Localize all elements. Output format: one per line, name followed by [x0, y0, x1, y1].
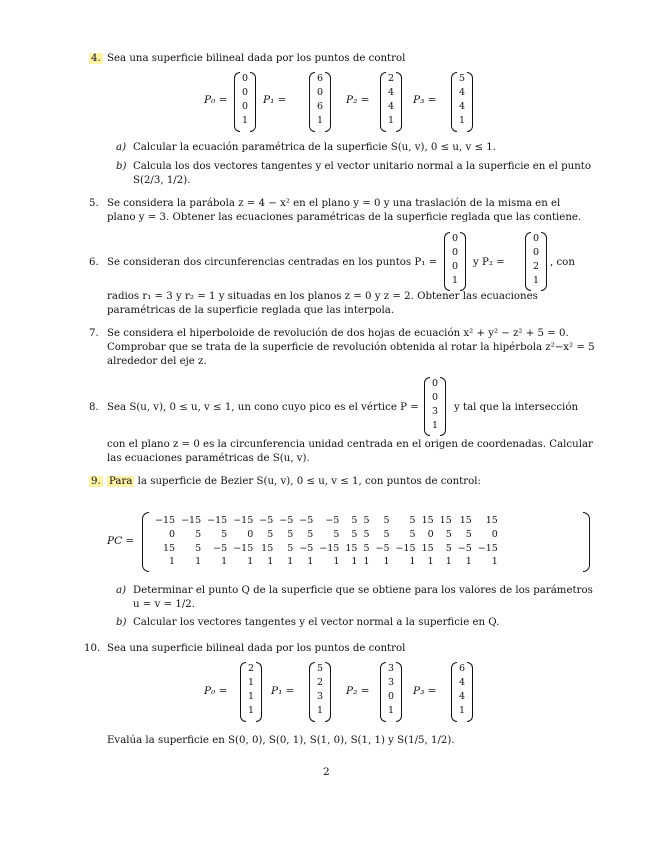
control-points-table	[152, 514, 501, 569]
matrix-cell: 1	[351, 556, 358, 568]
matrix-cell: 1	[333, 556, 340, 568]
matrix-row	[152, 555, 501, 569]
exercise-5-number: 5.	[89, 198, 99, 209]
ex4-vector-p0: 0 0 0 1	[234, 72, 256, 132]
ex4-item-b-point: S(2/3, 1/2).	[133, 175, 191, 186]
matrix-cell: 5	[195, 528, 202, 540]
exercise-8-line-2: con el plano z = 0 es la circunferencia unidad centrada en el origen de coordenadas. Calcular	[107, 439, 593, 450]
exercise-6-line-3: paramétricas de la superficie reglada que las interpola.	[107, 305, 395, 316]
exercise-8-line-1: Sea S(u, v), 0 ≤ u, v ≤ 1, un cono cuyo pico es el vértice P =	[107, 402, 419, 413]
matrix-cell: 15	[459, 515, 472, 526]
exercise-10-eval: Evalúa la superficie en S(0, 0), S(0, 1), S(1, 0), S(1, 1) y S(1/5, 1/2).	[107, 735, 455, 746]
matrix-cell: 5	[383, 515, 390, 526]
matrix-cell: 5	[363, 542, 370, 554]
exercise-6-tail: , con	[550, 257, 575, 268]
matrix-cell: 1	[363, 556, 370, 568]
ex10-vector-p1: 5 2 3 1	[309, 662, 331, 722]
matrix-cell: 1	[383, 556, 390, 568]
ex10-label-p0: P₀ =	[204, 685, 228, 697]
matrix-cell: 15	[485, 515, 498, 526]
ex4-item-b-label: b)	[116, 161, 127, 172]
ex9-item-a-params: u = v = 1/2.	[133, 599, 195, 610]
matrix-cell: −5	[279, 515, 294, 526]
matrix-cell: 5	[333, 528, 340, 540]
page-number: 2	[323, 766, 330, 778]
matrix-row	[152, 514, 501, 528]
matrix-cell: −5	[457, 542, 472, 554]
matrix-cell: −15	[477, 542, 498, 554]
ex4-vector-p2: 2 4 4 1	[380, 72, 402, 132]
ex4-vector-p1: 6 0 6 1	[309, 72, 331, 132]
matrix-cell: 5	[409, 515, 416, 526]
exercise-7-line-2: Comprobar que se trata de la superficie de revolución obtenida al rotar la hipérbola z²−x² = 5	[107, 342, 595, 353]
matrix-cell: 0	[169, 528, 176, 540]
matrix-cell: −5	[259, 515, 274, 526]
matrix-cell: 1	[427, 556, 434, 568]
matrix-cell: 5	[363, 528, 370, 540]
ex4-label-p3: P₃ =	[413, 94, 437, 106]
exercise-6-number: 6.	[89, 257, 99, 268]
matrix-cell: −15	[319, 542, 340, 554]
ex10-label-p1: P₁ =	[271, 685, 295, 697]
matrix-cell: 5	[287, 542, 294, 554]
matrix-cell: 5	[445, 542, 452, 554]
control-points-matrix	[142, 512, 590, 572]
exercise-8-number: 8.	[89, 402, 99, 413]
ex6-vector-p1: 0 0 0 1	[444, 232, 466, 291]
matrix-cell: 1	[491, 556, 498, 568]
exercise-8-tail: y tal que la intersección	[454, 402, 579, 413]
matrix-cell: 1	[287, 556, 294, 568]
matrix-cell: 0	[247, 528, 254, 540]
ex4-item-a-label: a)	[116, 142, 127, 153]
matrix-cell: 5	[267, 528, 274, 540]
matrix-cell: 15	[345, 542, 358, 554]
matrix-cell: 15	[261, 542, 274, 554]
ex10-vector-p0: 2 1 1 1	[240, 662, 262, 722]
exercise-10-number: 10.	[84, 643, 101, 654]
ex8-vector-p: 0 0 3 1	[424, 377, 446, 436]
exercise-9-number: 9.	[91, 476, 101, 487]
matrix-cell: 1	[195, 556, 202, 568]
matrix-cell: 15	[421, 515, 434, 526]
matrix-cell: −15	[181, 515, 202, 526]
exercise-6-mid: y P₂ =	[473, 257, 505, 268]
matrix-cell: −15	[155, 515, 176, 526]
matrix-cell: 0	[427, 528, 434, 540]
ex9-item-a-label: a)	[116, 585, 127, 596]
matrix-cell: 5	[287, 528, 294, 540]
ex9-matrix-label: PC =	[107, 535, 135, 547]
matrix-cell: 1	[221, 556, 228, 568]
ex9-item-b-label: b)	[116, 617, 127, 628]
ex4-label-p2: P₂ =	[346, 94, 370, 106]
ex9-item-a-text: Determinar el punto Q de la superficie que se obtiene para los valores de los parámetros	[133, 585, 593, 596]
matrix-cell: 15	[162, 542, 176, 554]
matrix-cell: −15	[233, 542, 254, 554]
ex4-label-p0: P₀ =	[204, 94, 228, 106]
exercise-8-line-3: las ecuaciones paramétricas de S(u, v).	[107, 453, 310, 464]
exercise-9-highlight: Para	[109, 476, 133, 487]
matrix-cell: 1	[465, 556, 472, 568]
ex10-label-p2: P₂ =	[346, 685, 370, 697]
ex4-item-a-text: Calcular la ecuación paramétrica de la superficie S(u, v), 0 ≤ u, v ≤ 1.	[133, 142, 496, 153]
exercise-6-line-2: radios r₁ = 3 y r₂ = 1 y situadas en los planos z = 0 y z = 2. Obtener las ecuaciones	[107, 291, 538, 302]
matrix-cell: −5	[299, 542, 314, 554]
ex10-vector-p2: 3 3 0 1	[380, 662, 402, 722]
exercise-6-line-1: Se consideran dos circunferencias centradas en los puntos P₁ =	[107, 257, 438, 268]
matrix-cell: −5	[299, 515, 314, 526]
exercise-4-text: Sea una superficie bilineal dada por los puntos de control	[107, 53, 406, 64]
matrix-cell: 5	[465, 528, 472, 540]
matrix-cell: 5	[409, 528, 416, 540]
matrix-cell: 15	[439, 515, 452, 526]
matrix-cell: −15	[395, 542, 416, 554]
matrix-cell: 1	[247, 556, 254, 568]
matrix-cell: 5	[195, 542, 202, 554]
matrix-cell: 5	[351, 528, 358, 540]
ex6-vector-p2: 0 0 2 1	[525, 232, 547, 291]
matrix-row	[152, 542, 501, 556]
exercise-4-number: 4.	[91, 53, 101, 64]
ex10-vector-p3: 6 4 4 1	[451, 662, 473, 722]
matrix-cell: 1	[169, 556, 176, 568]
matrix-cell: 5	[307, 528, 314, 540]
matrix-cell: 5	[445, 528, 452, 540]
matrix-cell: 5	[221, 528, 228, 540]
matrix-cell: 1	[267, 556, 274, 568]
exercise-7-line-1: Se considera el hiperboloide de revolución de dos hojas de ecuación x² + y² − z² + 5 = 0.	[107, 328, 569, 339]
matrix-cell: −5	[325, 515, 340, 526]
matrix-cell: 1	[307, 556, 314, 568]
exercise-5-line-1: Se considera la parábola z = 4 − x² en el plano y = 0 y una traslación de la misma en el	[107, 198, 561, 209]
exercise-7-line-3: alrededor del eje z.	[107, 356, 207, 367]
matrix-cell: 0	[491, 528, 498, 540]
exercise-7-number: 7.	[89, 328, 99, 339]
matrix-cell: 5	[383, 528, 390, 540]
ex10-label-p3: P₃ =	[413, 685, 437, 697]
matrix-row	[152, 528, 501, 542]
matrix-cell: 5	[351, 515, 358, 526]
exercise-10-text: Sea una superficie bilineal dada por los puntos de control	[107, 643, 406, 654]
matrix-cell: −5	[213, 542, 228, 554]
ex4-label-p1: P₁ =	[263, 94, 287, 106]
matrix-cell: 5	[363, 515, 370, 526]
matrix-cell: −15	[207, 515, 228, 526]
matrix-cell: 1	[445, 556, 452, 568]
ex4-item-b-text: Calcula los dos vectores tangentes y el vector unitario normal a la superficie en el punto	[133, 161, 591, 172]
ex4-vector-p3: 5 4 4 1	[451, 72, 473, 132]
matrix-cell: 1	[409, 556, 416, 568]
exercise-5-line-2: plano y = 3. Obtener las ecuaciones paramétricas de la superficie reglada que las contiene.	[107, 212, 582, 223]
exercise-9-text: Para la superficie de Bezier S(u, v), 0 ≤ u, v ≤ 1, con puntos de control:	[109, 476, 481, 487]
matrix-cell: 15	[421, 542, 434, 554]
matrix-cell: −5	[375, 542, 390, 554]
matrix-cell: −15	[233, 515, 254, 526]
ex9-item-b-text: Calcular los vectores tangentes y el vector normal a la superficie en Q.	[133, 617, 500, 628]
